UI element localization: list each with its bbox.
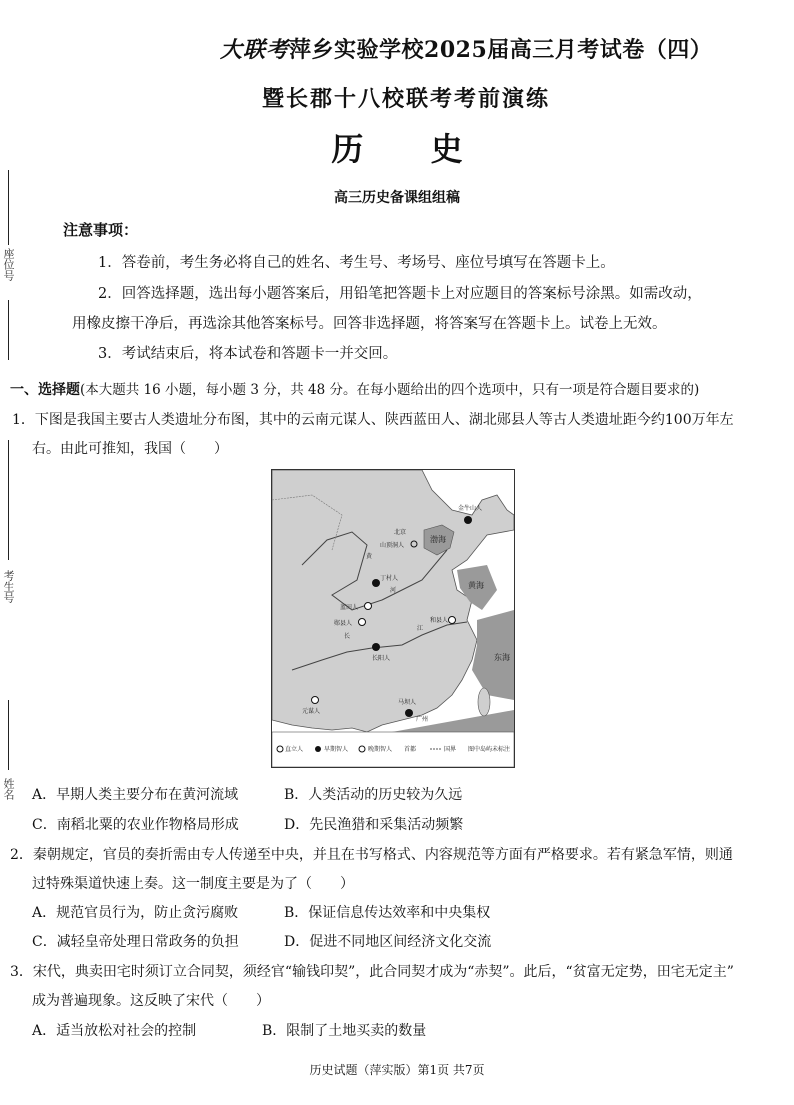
q2-option-c: C．减轻皇帝处理日常政务的负担 <box>32 934 239 950</box>
q1-option-c: C．南稻北粟的农业作物格局形成 <box>32 817 239 833</box>
map-label-beijing: 北京 <box>394 529 407 536</box>
site-dot-hexian <box>449 617 456 624</box>
map-svg <box>272 470 514 767</box>
site-dot-yuanmou <box>312 697 319 704</box>
exam-title-text: 萍乡实验学校2025届高三月考试卷（四） <box>289 37 713 63</box>
notice-item-2b: 用橡皮擦干净后，再选涂其他答案标号。回答非选择题，将答案写在答题卡上。试卷上无效。 <box>72 316 667 332</box>
margin-seat-label: 座位号 <box>2 248 15 281</box>
map-label-river-chang: 长 <box>344 633 351 640</box>
q1-option-b: B．人类活动的历史较为久远 <box>284 787 463 803</box>
map-label-river-he: 河 <box>390 587 397 594</box>
margin-divider <box>8 440 9 560</box>
author-line: 高三历史备课组组稿 <box>334 190 460 206</box>
margin-examno-label: 考生号 <box>2 570 15 603</box>
map-label-lantian: 蓝田人 <box>340 604 359 611</box>
q3-option-b: B．限制了土地买卖的数量 <box>262 1023 427 1039</box>
legend-note: 图中岛屿未标注 <box>468 746 511 753</box>
site-dot-lantian <box>365 603 372 610</box>
notice-item-2a: 2．回答选择题，选出每小题答案后，用铅笔把答题卡上对应题目的答案标号涂黑。如需改动， <box>98 286 702 302</box>
q1-option-d: D．先民渔猎和采集活动频繁 <box>284 817 464 833</box>
map-label-river-huang: 黄 <box>366 553 373 560</box>
site-dot-yunxian <box>359 619 366 626</box>
map-label-jinniushan: 金牛山人 <box>458 505 483 512</box>
legend-boundary: 国界 <box>444 746 457 753</box>
map-label-yellow-sea: 黄海 <box>468 581 484 590</box>
map-label-shandingdong: 山顶洞人 <box>380 542 405 549</box>
exam-subtitle: 暨长郡十八校联考考前演练 <box>262 86 551 112</box>
q2-option-a: A．规范官员行为，防止贪污腐败 <box>32 905 239 921</box>
subject-title: 历 史 <box>331 130 491 168</box>
margin-divider <box>8 170 9 245</box>
q3-stem-line1: 3．宋代，典卖田宅时须订立合同契，须经官“输钱印契”，此合同契才成为“赤契”。此后，“贫富无定势，田宅无定主” <box>10 964 734 980</box>
site-dot-jinniushan <box>464 516 472 524</box>
brand-logo-text: 大联考 <box>220 37 290 63</box>
map-label-changyang: 长阳人 <box>372 655 391 662</box>
legend-homo-erectus: 直立人 <box>285 746 304 753</box>
q3-option-a: A．适当放松对社会的控制 <box>32 1023 197 1039</box>
q1-option-a: A．早期人类主要分布在黄河流域 <box>32 787 239 803</box>
exam-title <box>220 33 712 64</box>
q2-stem-line1: 2．秦朝规定，官员的奏折需由专人传递至中央，并且在书写格式、内容规范等方面有严格要求。若有紧急军情，则通 <box>10 847 733 863</box>
ancient-sites-map <box>271 469 515 768</box>
map-label-dingcun: 丁村人 <box>380 575 399 582</box>
legend-late-sapiens: 晚期智人 <box>368 746 393 753</box>
page-footer: 历史试题（萍实版）第1页 共7页 <box>309 1063 485 1077</box>
margin-name-label: 姓名 <box>2 778 15 800</box>
map-label-east-sea: 东海 <box>494 653 510 662</box>
site-dot-dingcun <box>372 579 380 587</box>
notice-item-1: 1．答卷前，考生务必将自己的姓名、考生号、考场号、座位号填写在答题卡上。 <box>98 255 615 271</box>
q3-stem-line2: 成为普遍现象。这反映了宋代（ ） <box>32 993 270 1009</box>
map-label-guangzhou: 广州 <box>416 716 429 723</box>
map-label-river-jiang: 江 <box>417 625 424 632</box>
map-label-yunxian: 郧县人 <box>334 620 353 627</box>
section-title: 一、选择题 <box>10 382 80 398</box>
q1-stem-line2: 右。由此可推知，我国（ ） <box>32 441 228 457</box>
margin-divider <box>8 300 9 360</box>
site-dot-maba <box>405 709 413 717</box>
section-desc: (本大题共 16 小题，每小题 3 分，共 48 分。在每小题给出的四个选项中，只有一项是符合题目要求的) <box>80 382 700 398</box>
site-dot-changyang <box>372 643 380 651</box>
notice-heading: 注意事项： <box>63 221 139 239</box>
map-label-yuanmou: 元谋人 <box>302 708 321 715</box>
legend-capital: 首都 <box>404 746 417 753</box>
taiwan-island <box>478 688 490 716</box>
q2-option-d: D．促进不同地区间经济文化交流 <box>284 934 492 950</box>
section-heading <box>10 378 699 399</box>
notice-item-3: 3．考试结束后，将本试卷和答题卡一并交回。 <box>98 346 398 362</box>
map-label-maba: 马坝人 <box>398 699 417 706</box>
q2-stem-line2: 过特殊渠道快速上奏。这一制度主要是为了（ ） <box>32 876 354 892</box>
q1-stem-line1: 1．下图是我国主要古人类遗址分布图，其中的云南元谋人、陕西蓝田人、湖北郧县人等古人类遗址距今约100万年左 <box>12 412 734 428</box>
margin-divider <box>8 700 9 770</box>
q2-option-b: B．保证信息传达效率和中央集权 <box>284 905 491 921</box>
map-label-hexian: 和县人 <box>430 617 449 624</box>
legend-early-sapiens: 早期智人 <box>324 746 349 753</box>
map-label-bohai: 渤海 <box>430 535 446 544</box>
